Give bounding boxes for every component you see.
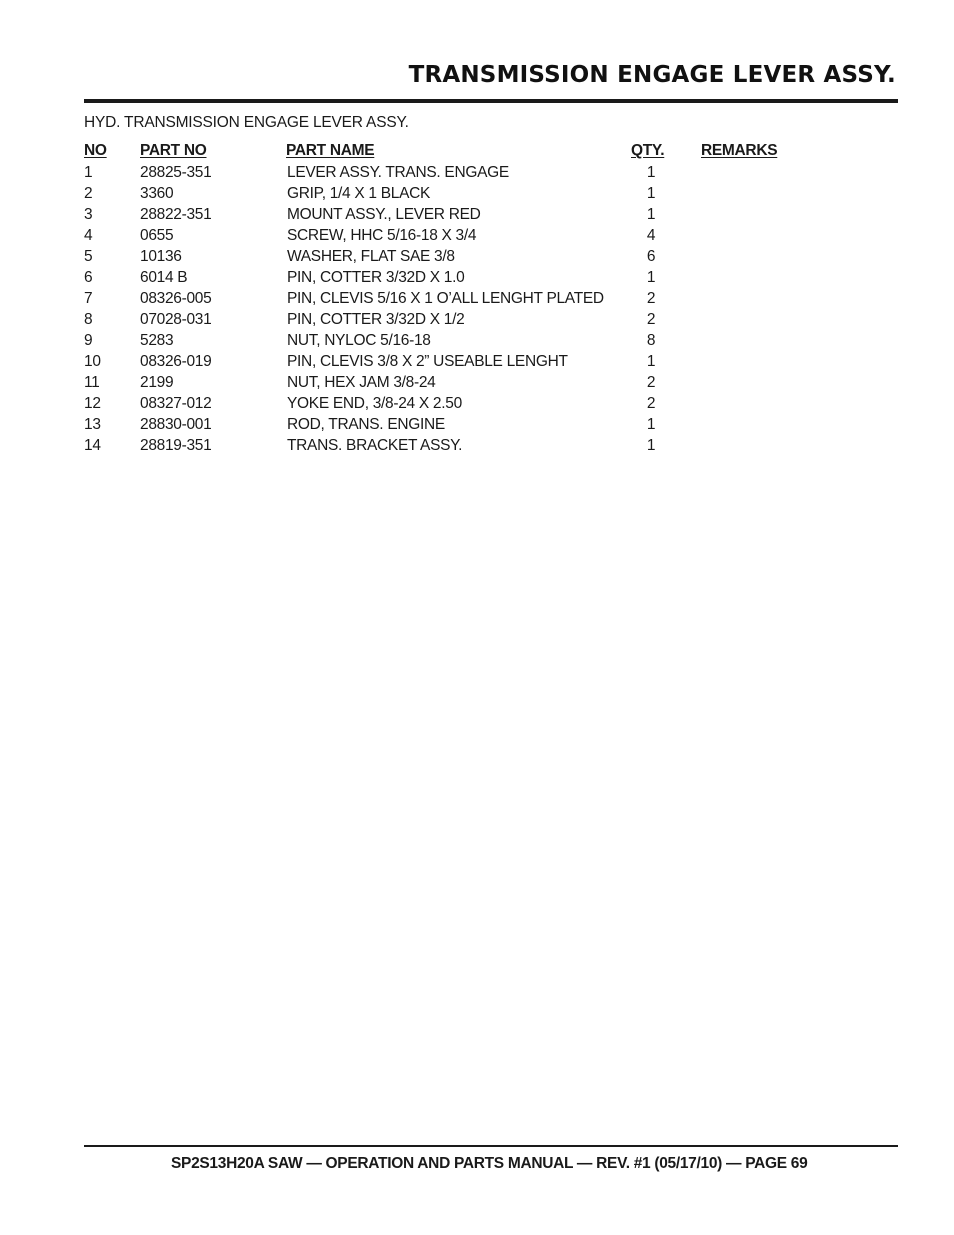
cell-part-no: 6014 B: [140, 269, 188, 286]
cell-part-name: MOUNT ASSY., LEVER RED: [287, 206, 481, 223]
cell-part-no: 28819-351: [140, 437, 212, 454]
table-row: [84, 267, 804, 288]
cell-part-no: 08326-005: [140, 290, 212, 307]
cell-qty: 2: [646, 290, 656, 307]
cell-qty: 2: [646, 311, 656, 328]
footer-divider: [84, 1145, 898, 1147]
cell-qty: 1: [646, 206, 656, 223]
cell-part-name: LEVER ASSY. TRANS. ENGAGE: [287, 164, 509, 181]
cell-part-no: 08327-012: [140, 395, 212, 412]
cell-qty: 6: [646, 248, 656, 265]
header-remarks: REMARKS: [701, 142, 778, 159]
cell-no: 11: [84, 374, 100, 391]
header-qty: QTY.: [631, 142, 665, 159]
title-divider: [84, 99, 898, 103]
table-row: [84, 372, 804, 393]
table-row: [84, 204, 804, 225]
cell-part-name: TRANS. BRACKET ASSY.: [287, 437, 463, 454]
cell-part-no: 28830-001: [140, 416, 212, 433]
cell-part-name: GRIP, 1/4 X 1 BLACK: [287, 185, 431, 202]
cell-part-name: SCREW, HHC 5/16-18 X 3/4: [287, 227, 477, 244]
page-title: TRANSMISSION ENGAGE LEVER ASSY.: [408, 62, 896, 88]
cell-no: 2: [84, 185, 93, 202]
cell-part-no: 3360: [140, 185, 174, 202]
cell-no: 10: [84, 353, 101, 370]
cell-part-no: 5283: [140, 332, 174, 349]
cell-part-name: NUT, NYLOC 5/16-18: [287, 332, 431, 349]
header-no: NO: [84, 142, 107, 159]
cell-qty: 1: [646, 269, 656, 286]
cell-no: 7: [84, 290, 93, 307]
table-row: [84, 330, 804, 351]
cell-part-name: PIN, COTTER 3/32D X 1/2: [287, 311, 465, 328]
header-part-name: PART NAME: [286, 142, 375, 159]
cell-qty: 2: [646, 395, 656, 412]
page-footer: SP2S13H20A SAW — OPERATION AND PARTS MANUAL — REV. #1 (05/17/10) — PAGE 69: [171, 1155, 808, 1172]
cell-no: 13: [84, 416, 101, 433]
table-header-row: [84, 140, 804, 162]
cell-part-name: YOKE END, 3/8-24 X 2.50: [287, 395, 462, 412]
cell-no: 5: [84, 248, 93, 265]
cell-part-no: 08326-019: [140, 353, 212, 370]
cell-no: 8: [84, 311, 93, 328]
table-row: [84, 162, 804, 183]
cell-no: 9: [84, 332, 93, 349]
cell-no: 4: [84, 227, 93, 244]
cell-no: 12: [84, 395, 101, 412]
table-row: [84, 393, 804, 414]
cell-qty: 1: [646, 164, 656, 181]
cell-part-name: WASHER, FLAT SAE 3/8: [287, 248, 455, 265]
cell-part-name: NUT, HEX JAM 3/8-24: [287, 374, 436, 391]
cell-qty: 2: [646, 374, 656, 391]
section-title: HYD. TRANSMISSION ENGAGE LEVER ASSY.: [84, 114, 409, 131]
cell-no: 6: [84, 269, 93, 286]
cell-no: 1: [84, 164, 93, 181]
cell-part-no: 10136: [140, 248, 182, 265]
cell-part-name: PIN, COTTER 3/32D X 1.0: [287, 269, 465, 286]
cell-part-no: 2199: [140, 374, 174, 391]
cell-qty: 4: [646, 227, 656, 244]
cell-part-no: 28825-351: [140, 164, 212, 181]
cell-qty: 1: [646, 437, 656, 454]
cell-no: 3: [84, 206, 93, 223]
parts-table: [84, 140, 804, 456]
cell-qty: 1: [646, 353, 656, 370]
cell-part-name: PIN, CLEVIS 3/8 X 2” USEABLE LENGHT: [287, 353, 568, 370]
cell-part-name: PIN, CLEVIS 5/16 X 1 O’ALL LENGHT PLATED: [287, 290, 604, 307]
table-row: [84, 309, 804, 330]
table-row: [84, 225, 804, 246]
table-row: [84, 288, 804, 309]
table-row: [84, 351, 804, 372]
cell-no: 14: [84, 437, 101, 454]
header-part-no: PART NO: [140, 142, 207, 159]
table-row: [84, 435, 804, 456]
table-row: [84, 414, 804, 435]
cell-qty: 8: [646, 332, 656, 349]
cell-qty: 1: [646, 416, 656, 433]
cell-part-name: ROD, TRANS. ENGINE: [287, 416, 445, 433]
cell-part-no: 07028-031: [140, 311, 212, 328]
cell-qty: 1: [646, 185, 656, 202]
cell-part-no: 28822-351: [140, 206, 212, 223]
table-body: [84, 162, 804, 456]
cell-part-no: 0655: [140, 227, 174, 244]
table-row: [84, 246, 804, 267]
table-row: [84, 183, 804, 204]
